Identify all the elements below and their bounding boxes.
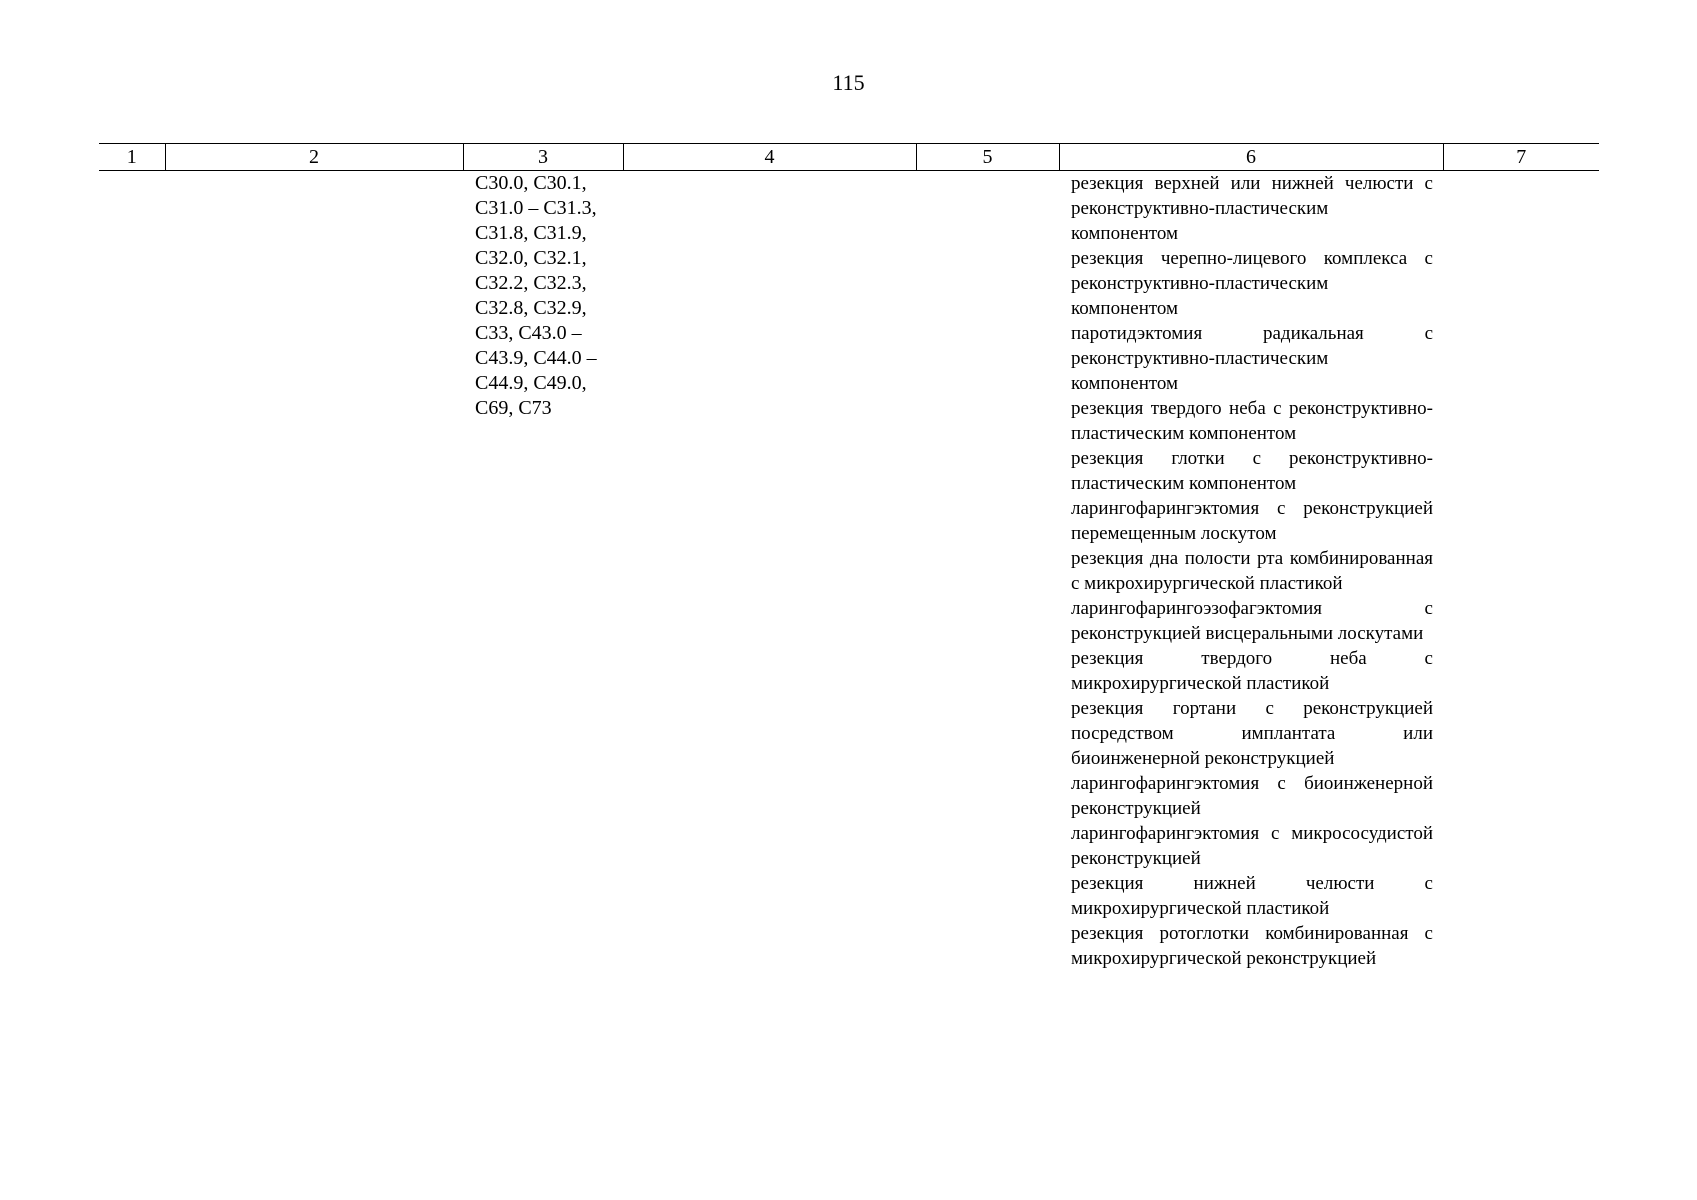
code-line: C32.8, C32.9, bbox=[475, 297, 587, 319]
procedure-item: резекция гортани с реконструкцией посредством имплантата или биоинженерной реконструкцией bbox=[1071, 698, 1433, 769]
procedure-item: ларингофарингэктомия с микрососудистой реконструкцией bbox=[1071, 823, 1433, 869]
code-line: C69, C73 bbox=[475, 397, 552, 419]
procedures-cell bbox=[1059, 171, 1443, 972]
column-header-1: 1 bbox=[99, 144, 165, 171]
cell-col-7 bbox=[1443, 171, 1599, 972]
table-row bbox=[99, 171, 1599, 972]
code-line: C31.0 – C31.3, bbox=[475, 197, 597, 219]
code-line: C32.2, C32.3, bbox=[475, 272, 587, 294]
column-header-2: 2 bbox=[165, 144, 463, 171]
column-header-6: 6 bbox=[1059, 144, 1443, 171]
code-line: C43.9, C44.0 – bbox=[475, 347, 597, 369]
cell-col-4 bbox=[623, 171, 916, 972]
procedure-item: резекция ротоглотки комбинированная с микрохирургической реконструкцией bbox=[1071, 923, 1433, 969]
procedures-table bbox=[99, 143, 1599, 971]
column-header-3: 3 bbox=[463, 144, 623, 171]
page-number: 115 bbox=[832, 70, 865, 95]
procedure-item: ларингофарингэктомия с биоинженерной реконструкцией bbox=[1071, 773, 1433, 819]
cell-col-1 bbox=[99, 171, 165, 972]
code-line: C44.9, C49.0, bbox=[475, 372, 587, 394]
procedure-item: резекция дна полости рта комбинированная с микрохирургической пластикой bbox=[1071, 548, 1433, 594]
code-line: C31.8, C31.9, bbox=[475, 222, 587, 244]
procedure-item: ларингофарингоэзофагэктомия с реконструкцией висцеральными лоскутами bbox=[1071, 598, 1433, 644]
column-header-5: 5 bbox=[916, 144, 1059, 171]
code-line: C30.0, C30.1, bbox=[475, 172, 587, 194]
diagnosis-codes-cell bbox=[463, 171, 623, 972]
cell-col-5 bbox=[916, 171, 1059, 972]
procedure-item: резекция верхней или нижней челюсти с реконструктивно-пластическим компонентом bbox=[1071, 173, 1433, 244]
procedure-item: резекция твердого неба с реконструктивно-пластическим компонентом bbox=[1071, 398, 1433, 444]
column-header-4: 4 bbox=[623, 144, 916, 171]
column-header-7: 7 bbox=[1443, 144, 1599, 171]
code-line: C33, C43.0 – bbox=[475, 322, 582, 344]
procedure-item: ларингофарингэктомия с реконструкцией перемещенным лоскутом bbox=[1071, 498, 1433, 544]
header-row bbox=[99, 144, 1599, 171]
code-line: C32.0, C32.1, bbox=[475, 247, 587, 269]
procedure-item: резекция черепно-лицевого комплекса с реконструктивно-пластическим компонентом bbox=[1071, 248, 1433, 319]
procedure-item: резекция твердого неба с микрохирургической пластикой bbox=[1071, 648, 1433, 694]
procedure-item: резекция нижней челюсти с микрохирургической пластикой bbox=[1071, 873, 1433, 919]
cell-col-2 bbox=[165, 171, 463, 972]
procedure-item: паротидэктомия радикальная с реконструктивно-пластическим компонентом bbox=[1071, 323, 1433, 394]
procedure-item: резекция глотки с реконструктивно-пластическим компонентом bbox=[1071, 448, 1433, 494]
